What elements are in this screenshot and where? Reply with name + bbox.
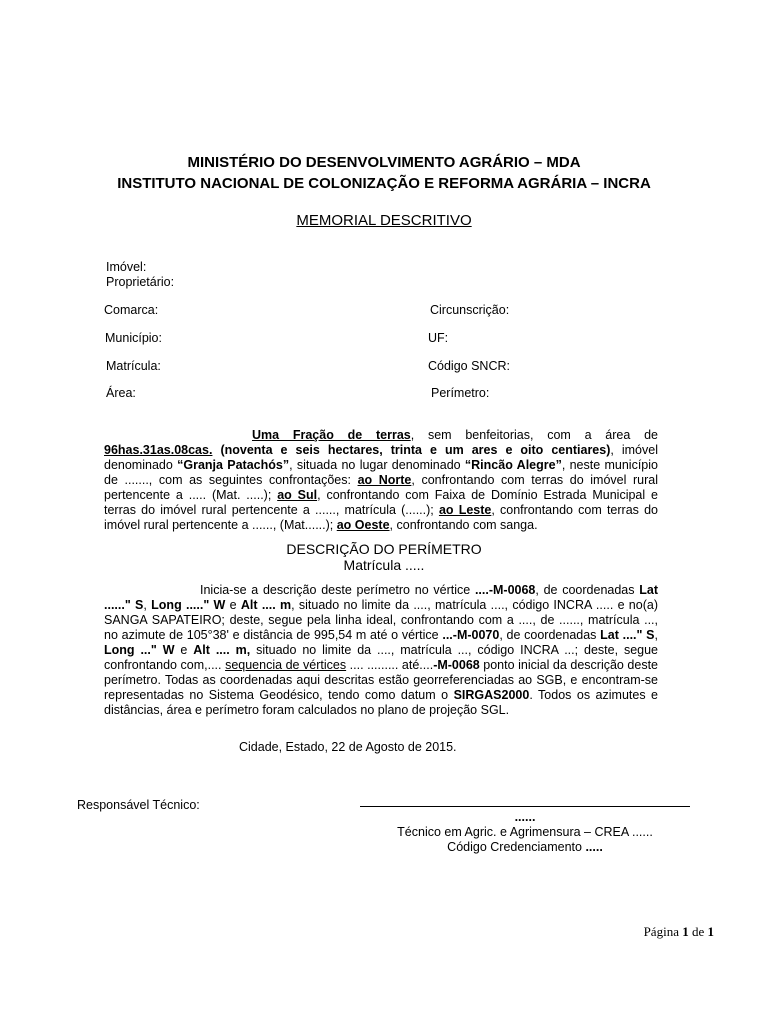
signature-line xyxy=(360,794,690,807)
field-matricula: Matrícula: xyxy=(106,359,161,373)
field-proprietario: Proprietário: xyxy=(106,275,175,289)
field-perimetro: Perímetro: xyxy=(431,386,490,400)
intro-paragraph: Uma Fração de terras, sem benfeitorias, com a área de 96has.31as.08cas. (noventa e seis hectares, trinta e um ares e oito centiares), imóvel denominado “Granja Patachós”, situada no lugar denominado “Rincão Alegre”, neste município de ......., com as seguintes confrontações: ao Norte, confrontando com terras do imóvel rural pertencente a ..... (Mat. .....); ao Sul, confrontando com Faixa de Domínio Estrada Municipal e terras do imóvel rural pertencente a ......, matrícula (......); ao Leste, confrontando com terras do imóvel rural pertencente a ......, (Mat......); ao Oeste, confrontando com sanga. xyxy=(104,428,658,532)
page-number: Página 1 de 1 xyxy=(643,924,714,939)
signature-role: Técnico em Agric. e Agrimensura – CREA ...... xyxy=(397,825,653,839)
signature-credential: Código Credenciamento ..... xyxy=(447,840,603,854)
header-ministry: MINISTÉRIO DO DESENVOLVIMENTO AGRÁRIO – MDA xyxy=(187,154,581,171)
field-codigo-sncr: Código SNCR: xyxy=(428,359,510,373)
signature-label: Responsável Técnico: xyxy=(77,798,200,812)
perimeter-matricula: Matrícula ..... xyxy=(343,557,425,573)
header-institute: INSTITUTO NACIONAL DE COLONIZAÇÃO E REFORMA AGRÁRIA – INCRA xyxy=(117,175,651,192)
field-imovel: Imóvel: xyxy=(106,260,147,274)
field-municipio: Município: xyxy=(105,331,162,345)
field-comarca: Comarca: xyxy=(104,303,159,317)
document-title: MEMORIAL DESCRITIVO xyxy=(296,212,472,229)
field-circunscricao: Circunscrição: xyxy=(430,303,510,317)
signature-name: ...... xyxy=(514,810,536,824)
place-date: Cidade, Estado, 22 de Agosto de 2015. xyxy=(239,740,457,754)
field-uf: UF: xyxy=(428,331,449,345)
perimeter-title: DESCRIÇÃO DO PERÍMETRO xyxy=(286,541,482,557)
field-area: Área: xyxy=(106,386,136,400)
perimeter-paragraph: Inicia-se a descrição deste perímetro no vértice ....-M-0068, de coordenadas Lat ......" S, Long ....." W e Alt .... m, situado no limite da ...., matrícula ...., código INCRA ..... e no(a) SANGA SAPATEIRO; deste, segue pela linha ideal, confrontando com a ...., de ......, matrícula ..., no azimute de 105°38' e distância de 995,54 m até o vértice ...-M-0070, de coordenadas Lat ...." S, Long ..." W e Alt .... m, situado no limite da ...., matrícula ..., código INCRA ...; deste, segue confrontando com,.... sequencia de vértices .... ......... até....-M-0068 ponto inicial da descrição deste perímetro. Todas as coordenadas aqui descritas estão georreferenciadas ao SGB, e encontram-se representadas no Sistema Geodésico, tendo como datum o SIRGAS2000. Todos os azimutes e distâncias, área e perímetro foram calculados no plano de projeção SGL. xyxy=(104,583,659,717)
